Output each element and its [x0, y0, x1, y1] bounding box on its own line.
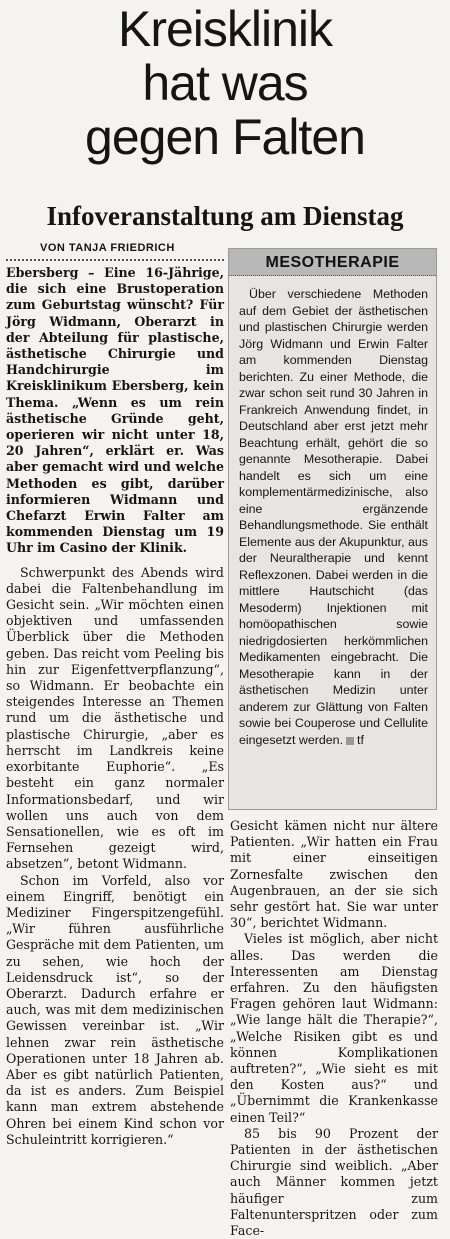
- end-mark-icon: [346, 737, 354, 745]
- headline-line-1: Kreisklinik: [117, 1, 333, 57]
- headline: [0, 2, 450, 164]
- body-paragraph-1: Schwerpunkt des Abends wird dabei die Faltenbehandlung im Gesicht sein. „Wir möchten einen objektiven und umfassenden Überblick über die Methoden geben. Das reicht vom Peeling bis hin zur Eigenfettverpflanzung“, so Widmann. Er beobachte ein steigendes Interesse an Themen rund um die ästhetische und plastische Chirurgie, „aber es herrscht im Landkreis keine exorbitante Euphorie“. „Es besteht ein ganz normaler Informationsbedarf, und wir wollen uns auch von dem Sensationellen, wie es oft im Fernsehen gezeigt wird, absetzen“, betont Widmann.: [6, 564, 224, 872]
- sidebar-signature: tf: [357, 732, 364, 747]
- body-paragraph-3: Gesicht kämen nicht nur ältere Patienten. „Wir hatten ein Frau mit einer einseitigen Zornesfalte zwischen den Augenbrauen, an der sie sich sehr gestört hat. Sie war unter 30“, berichtet Widmann.: [230, 818, 438, 931]
- body-paragraph-2: Schon im Vorfeld, also vor einem Eingriff, benötigt ein Mediziner Fingerspitzengefühl. „Wir führen ausführliche Gespräche mit dem Patienten, um zu sehen, wie hoch der Leidensdruck ist“, so der Oberarzt. Dadurch erfahre er auch, was mit dem medizinischen Gewissen vereinbar ist. „Wir lehnen zwar rein ästhetische Operationen unter 18 Jahren ab. Aber es gibt natürlich Patienten, da ist es anders. Zum Beispiel kann man extrem abstehende Ohren bei einem Kind schon vor Schuleintritt korrigieren.“: [6, 872, 224, 1147]
- sidebar-text-paragraph: [229, 276, 436, 748]
- headline-line-2: hat was: [142, 55, 308, 111]
- byline-divider: [6, 259, 224, 261]
- lead-text: – Eine 16-Jährige, die sich eine Brustoperation zum Geburtstag wünscht? Für Jörg Widmann, Oberarzt in der Abteilung für plastische, ästhetische Chirurgie und Handchirurgie im Kreisklinikum Ebersberg, kein Thema. „Wenn es um rein ästhetische Gründe geht, operieren wir nicht unter 18, 20 Jahren“, erklärt er. Was aber gemacht wird und welche Methoden es gibt, darüber informieren Widmann und Chefarzt Erwin Falter am kommenden Dienstag um 19 Uhr im Casino der Klinik.: [6, 265, 224, 556]
- headline-line-3: gegen Falten: [85, 109, 365, 165]
- byline: VON TANJA FRIEDRICH: [40, 242, 175, 254]
- sidebar-box: [228, 248, 437, 810]
- dateline-place: Ebersberg: [6, 265, 79, 280]
- lead-paragraph: [6, 265, 224, 557]
- article-column-right: [230, 818, 438, 1239]
- sidebar-text: Über verschiedene Methoden auf dem Gebiet der ästhetischen und plastischen Chirurgie werden Jörg Widmann und Erwin Falter am kommenden Dienstag berichten. Zu einer Methode, die zwar schon seit rund 30 Jahren in Frankreich Anwendung findet, in Deutschland aber erst jetzt mehr Beachtung erhält, gehört die so genannte Mesotherapie. Dabei handelt es sich um eine komplementärmedizinische, also eine ergänzende Behandlungsmethode. Sie enthält Elemente aus der Akupunktur, aus der Neuraltherapie und kennt Reflexzonen. Dabei werden in die mittlere Hautschicht (das Mesoderm) Injektionen mit homöopathischen sowie niedrigdosierten herkömmlichen Medikamenten eingebracht. Die Mesotherapie kann in der ästhetischen Medizin unter anderem zur Glättung von Falten sowie bei Couperose und Cellulite eingesetzt werden.: [239, 287, 428, 747]
- body-paragraph-4: Vieles ist möglich, aber nicht alles. Das werden die Interessenten am Dienstag erfahren. Zu den häufigsten Fragen gehören laut Widmann: „Wie lange hält die Therapie?“, „Welche Risiken gibt es und können Komplikationen auftreten?“, „Wie sieht es mit den Kosten aus?“ und „Übernimmt die Krankenkasse einen Teil?“: [230, 931, 438, 1125]
- article-column-left: [6, 265, 224, 1148]
- body-paragraph-5: 85 bis 90 Prozent der Patienten in der ästhetischen Chirurgie sind weiblich. „Aber auch Männer kommen jetzt häufiger zum Faltenunterspritzen oder zum Face-: [230, 1125, 438, 1239]
- subheadline: Infoveranstaltung am Dienstag: [46, 201, 404, 231]
- sidebar-title: MESOTHERAPIE: [229, 249, 436, 276]
